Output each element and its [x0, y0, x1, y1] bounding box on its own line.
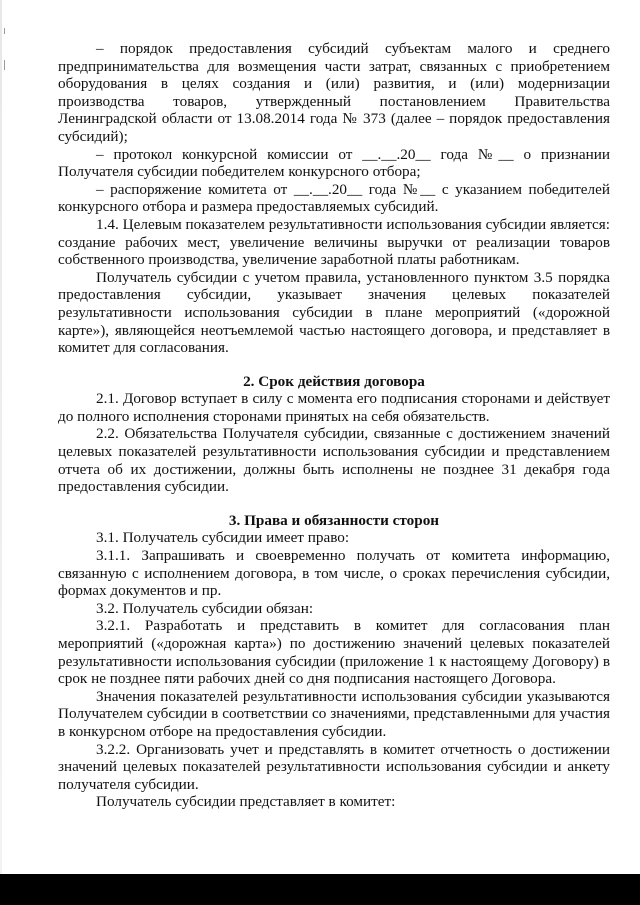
paragraph: 2.1. Договор вступает в силу с момента его подписания сторонами и действует до полного исполнения сторонами принятых на себя обязательств.: [58, 390, 610, 425]
paragraph: – порядок предоставления субсидий субъектам малого и среднего предпринимательства для возмещения части затрат, связанных с приобретением оборудования в целях создания и (или) развития, и (или) модернизации производства товаров, утвержденный постановлением Правительства Ленинградской области от 13.08.2014 года № 373 (далее – порядок предоставления субсидий);: [58, 40, 610, 145]
paragraph: Значения показателей результативности использования субсидии указываются Получателем субсидии в соответствии со значениями, представленными для участия в конкурсном отборе на предоставления субсидии.: [58, 687, 610, 740]
scan-left-edge: [0, 0, 2, 905]
paragraph: 1.4. Целевым показателем результативности использования субсидии является: создание рабочих мест, увеличение величины выручки от реализации товаров собственного производства, увеличение заработной платы работникам.: [58, 215, 610, 269]
paragraph: – протокол конкурсной комиссии от __.__.20__ года №__ о признании Получателя субсидии победителем конкурсного отбора;: [58, 145, 610, 181]
scan-bottom-border: [0, 874, 640, 905]
paragraph: Получатель субсидии с учетом правила, установленного пунктом 3.5 порядка предоставления субсидии, указывает значения целевых показателей результативности использования субсидии в плане мероприятий («дорожной карте»), являющейся неотъемлемой частью настоящего договора, и представляет в комитет для согласования.: [58, 268, 610, 357]
paragraph: 3.2.1. Разработать и представить в комитет для согласования план мероприятий («дорожная карта») по достижению значений целевых показателей результативности использования субсидии (приложение 1 к настоящему Договору) в срок не позднее пяти рабочих дней со дня подписания настоящего Договора.: [58, 617, 610, 688]
paragraph: 3.1. Получатель субсидии имеет право:: [96, 529, 350, 547]
document-page: [58, 40, 610, 811]
paragraph: – распоряжение комитета от __.__.20__ года №__ с указанием победителей конкурсного отбора и размера предоставляемых субсидий.: [58, 180, 610, 216]
paragraph: 3.1.1. Запрашивать и своевременно получать от комитета информацию, связанную с исполнением договора, в том числе, о сроках перечисления субсидии, формах документов и пр.: [58, 547, 610, 600]
scan-mark: [4, 28, 5, 34]
paragraph: Получатель субсидии представляет в комитет:: [96, 793, 396, 811]
scan-mark: [4, 60, 5, 70]
paragraph: 3.2.2. Организовать учет и представлять в комитет отчетность о достижении значений целевых показателей результативности использования субсидии и анкету получателя субсидии.: [58, 740, 610, 793]
section-heading: 2. Срок действия договора: [243, 372, 425, 390]
section-heading: 3. Права и обязанности сторон: [228, 511, 440, 529]
paragraph: 2.2. Обязательства Получателя субсидии, связанные с достижением значений целевых показателей результативности использования субсидии и представлением отчета об их достижении, должны быть исполнены не позднее 31 декабря года предоставления субсидии.: [58, 425, 610, 496]
paragraph: 3.2. Получатель субсидии обязан:: [96, 599, 314, 617]
